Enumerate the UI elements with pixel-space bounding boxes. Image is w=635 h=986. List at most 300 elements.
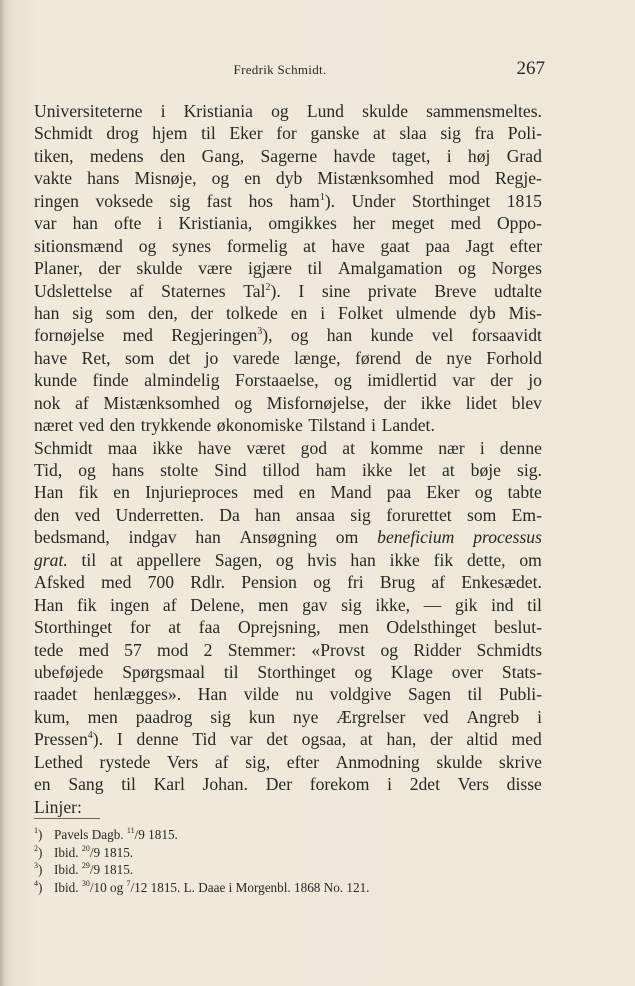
word: Storthinget — [412, 190, 491, 211]
word: kunde — [370, 325, 414, 346]
word: vilde — [243, 684, 279, 705]
text-line — [34, 324, 542, 346]
word: Kristiania, — [178, 213, 253, 234]
word: til — [467, 684, 483, 705]
word: udtalte — [494, 280, 542, 301]
word: let — [408, 460, 426, 480]
word: Mistænksomhed — [103, 392, 220, 413]
word: Injurieproces — [145, 482, 238, 503]
word: i — [446, 145, 452, 166]
word: var — [230, 729, 253, 750]
word: kunde — [34, 370, 77, 391]
footnote-mark: $^4$) — [34, 878, 43, 895]
word: ved — [74, 504, 101, 525]
word: Mis- — [508, 302, 542, 323]
text-line — [34, 481, 542, 503]
word: men — [338, 617, 369, 638]
word: at — [359, 729, 373, 750]
word: at — [303, 235, 316, 256]
footnote-3 — [34, 861, 554, 879]
word: Udslettelse — [34, 280, 113, 301]
word: Rdlr. — [190, 572, 225, 593]
word: at — [342, 437, 355, 458]
word: Schmidts — [476, 639, 542, 660]
word: hvis — [307, 549, 337, 570]
word: fra — [474, 123, 495, 144]
word: med — [78, 639, 109, 660]
word: ganske — [310, 123, 360, 144]
text-line — [34, 526, 542, 548]
word: der — [430, 729, 453, 750]
text-line — [34, 392, 542, 414]
word: af — [75, 392, 89, 413]
word: Anmodning — [335, 751, 420, 772]
word: gik — [454, 594, 478, 615]
word: i — [157, 213, 163, 234]
word: til — [201, 123, 216, 144]
word: forsaavidt — [471, 325, 542, 346]
word: finde — [92, 370, 129, 391]
word: havde — [333, 145, 376, 166]
word: ikke — [362, 460, 393, 480]
word: efter — [509, 235, 542, 256]
word: komme — [370, 437, 423, 458]
word: faa — [198, 617, 221, 638]
word: Norges — [491, 258, 542, 279]
text-line — [34, 616, 542, 638]
word: efter — [286, 751, 319, 772]
word: Delene, — [190, 594, 245, 615]
word: Amalgamation — [337, 258, 443, 279]
word: Schmidt — [34, 437, 93, 458]
text-line — [34, 661, 542, 683]
word: ofte — [114, 213, 142, 234]
word: Angreb — [466, 706, 520, 727]
word: nye — [292, 706, 319, 727]
word: den — [109, 415, 136, 436]
word: men — [87, 706, 118, 727]
word: beslut- — [494, 617, 542, 638]
word: de — [415, 347, 432, 368]
word: over — [451, 661, 484, 682]
word: fik — [433, 549, 454, 570]
word: den, — [147, 302, 178, 323]
word: kun — [248, 706, 276, 727]
word: Vers — [166, 751, 199, 772]
word: Karl — [153, 774, 185, 795]
word: og — [138, 235, 157, 256]
word: til — [527, 594, 542, 615]
word: meget — [391, 213, 435, 234]
word: Johan. — [202, 774, 248, 795]
footnote-text: Ibid. $^{29}$/9 1815. — [54, 861, 134, 878]
word: Odelsthinget — [386, 617, 477, 638]
word: Under — [351, 190, 396, 211]
text-line — [34, 369, 542, 391]
word: Spørgsmaal — [122, 661, 205, 682]
word: 2det — [409, 774, 440, 795]
footnote-2 — [34, 844, 554, 862]
word: en — [298, 482, 316, 503]
word: Tid, — [34, 460, 63, 480]
word: blev — [511, 392, 542, 413]
word: ham — [315, 460, 347, 480]
text-line — [34, 280, 542, 302]
word: ikke, — [375, 594, 411, 615]
text-line — [34, 796, 542, 818]
word: han, — [386, 729, 417, 750]
word: han — [72, 213, 98, 234]
word: tede — [34, 639, 64, 660]
text-line — [34, 145, 542, 167]
word: at — [109, 549, 123, 570]
word: ham$^1$). — [289, 190, 336, 211]
word: stolte — [160, 460, 199, 480]
word: Tid — [192, 729, 217, 750]
word: nu — [295, 684, 314, 705]
word: været — [246, 437, 286, 458]
footnotes — [34, 826, 554, 896]
word: Universiteterne — [34, 101, 143, 121]
word: der — [383, 392, 407, 413]
word: til — [223, 661, 239, 682]
word: af — [162, 594, 177, 615]
word: førend — [354, 347, 401, 368]
word: ind — [491, 594, 514, 615]
word: taget, — [391, 145, 431, 166]
word: den — [159, 145, 186, 166]
word: dyb — [275, 168, 303, 189]
word: mod — [448, 168, 480, 189]
word: tabte — [507, 482, 542, 503]
word: Schmidt — [34, 123, 93, 144]
word: og — [234, 392, 253, 413]
word: paa — [386, 482, 412, 503]
word: Sagen, — [214, 549, 263, 570]
word: private — [367, 280, 417, 301]
word: paadrog — [135, 706, 193, 727]
word: Vers — [457, 774, 489, 795]
word: ringen — [34, 190, 79, 211]
word: Misfornøjelse, — [266, 392, 369, 413]
word: Sind — [214, 460, 247, 480]
word: Enkesædet. — [461, 572, 542, 593]
word: Publi- — [498, 684, 542, 705]
word: disse — [506, 774, 542, 795]
word: og — [313, 572, 331, 593]
word: tiken, — [34, 145, 74, 166]
word: gaat — [380, 235, 410, 256]
word: sine — [321, 280, 351, 301]
word: her — [352, 213, 376, 234]
word: var — [452, 370, 475, 391]
word: og — [211, 168, 230, 189]
text-line — [34, 302, 542, 324]
word: han — [195, 527, 221, 548]
word: drog — [106, 123, 139, 144]
word: nye — [446, 347, 472, 368]
word: Mistænksomhed — [317, 168, 434, 189]
word: Han — [197, 684, 228, 705]
text-line — [34, 100, 542, 122]
word: i — [371, 415, 376, 436]
word: have — [197, 437, 232, 458]
word: og — [354, 661, 373, 682]
word: hans — [111, 460, 145, 480]
footnote-mark: $^3$) — [34, 861, 43, 878]
word: der — [490, 370, 513, 391]
word: ikke — [389, 549, 420, 570]
word: for — [129, 617, 151, 638]
text-line — [34, 167, 542, 189]
text-line — [34, 414, 542, 436]
word: længe, — [294, 347, 341, 368]
word: den — [34, 504, 60, 525]
word: han — [326, 325, 353, 346]
word: Regjeringen$^3$), — [171, 325, 273, 346]
word: imidlertid — [367, 370, 437, 391]
word: almindelig — [144, 370, 220, 391]
word: Han — [34, 594, 64, 615]
word: Lund — [306, 101, 344, 121]
word: Stemmer: — [227, 639, 297, 660]
word: altid — [466, 729, 498, 750]
word: og — [380, 639, 399, 660]
word: sig — [210, 706, 231, 727]
word: ikke — [152, 437, 183, 458]
word: dyb — [469, 302, 496, 323]
word: dette, — [466, 549, 506, 570]
word: igjære — [247, 258, 292, 279]
word: Underretten. — [115, 504, 204, 525]
text-line — [34, 639, 542, 661]
word: Oprejsning, — [237, 617, 321, 638]
word: Breve — [434, 280, 477, 301]
text-line — [34, 728, 542, 750]
word: Da — [219, 504, 240, 525]
word: Brug — [379, 572, 416, 593]
word: i — [320, 302, 326, 323]
word: hans — [87, 168, 120, 189]
word: Planer, — [34, 258, 83, 279]
word: paa — [425, 235, 450, 256]
word: med — [450, 213, 481, 234]
word: og — [474, 482, 493, 503]
word: økonomiske — [216, 415, 303, 436]
word: Grad — [506, 145, 542, 166]
word: at — [168, 617, 181, 638]
word: Sagerne — [260, 145, 318, 166]
word: det — [266, 729, 288, 750]
word: at — [372, 123, 386, 144]
body-text — [34, 100, 542, 818]
word: Linjer: — [34, 796, 82, 817]
word: sig. — [516, 460, 542, 480]
word: Sang — [68, 774, 104, 795]
word: og — [275, 549, 294, 570]
word: vakte — [34, 168, 73, 189]
word: som — [466, 504, 497, 525]
word: næret — [34, 415, 74, 436]
text-line — [34, 683, 542, 705]
word: denne — [136, 729, 179, 750]
text-line — [34, 190, 542, 212]
word: Tal$^2$). — [243, 280, 281, 301]
word: 1815 — [506, 190, 542, 211]
word: Eker — [229, 123, 263, 144]
word: fik — [78, 482, 99, 503]
word: bedsmand, — [34, 527, 110, 548]
word: nok — [34, 392, 61, 413]
word: med — [511, 729, 542, 750]
word: forekom — [309, 774, 370, 795]
word: sitionsmænd — [34, 235, 123, 256]
word: fast — [206, 190, 233, 211]
word: sig — [341, 594, 362, 615]
word: sammensmeltes. — [426, 101, 542, 121]
word: om — [519, 549, 542, 570]
word: have — [331, 235, 365, 256]
word: omgikkes — [268, 213, 337, 234]
footnote-text: Ibid. $^{20}$/9 1815. — [54, 843, 134, 860]
word: af — [431, 572, 446, 593]
text-line — [34, 459, 542, 481]
word: en — [113, 482, 130, 503]
word: forurettet — [386, 504, 452, 525]
word: processus — [473, 527, 542, 548]
text-line — [34, 706, 542, 728]
word: nær — [438, 437, 465, 458]
word: ubeføjede — [34, 661, 104, 682]
word: indgav — [128, 527, 177, 548]
word: Folket — [338, 302, 383, 323]
word: en — [290, 302, 308, 323]
word: Han — [34, 482, 64, 503]
word: Storthinget — [34, 617, 113, 638]
word: Pressen$^4$). — [34, 729, 104, 750]
text-line — [34, 235, 542, 257]
word: kum, — [34, 706, 70, 727]
word: en — [34, 774, 51, 795]
word: der — [190, 302, 214, 323]
word: der — [98, 258, 121, 279]
footnote-4 — [34, 879, 554, 897]
word: medens — [89, 145, 144, 166]
word: jo — [204, 347, 219, 368]
word: ingen — [110, 594, 150, 615]
word: ved — [423, 706, 449, 727]
word: voksede — [95, 190, 154, 211]
word: Kristiania — [183, 101, 253, 121]
word: sig — [350, 504, 371, 525]
word: høj — [467, 145, 491, 166]
word: sig, — [245, 751, 271, 772]
word: til — [121, 774, 136, 795]
word: — — [423, 594, 442, 615]
word: og — [78, 460, 96, 480]
word: denne — [499, 437, 542, 458]
word: og — [334, 370, 352, 391]
word: ved — [78, 415, 105, 436]
footnote-text: Pavels Dagb. $^{11}$/9 1815. — [54, 826, 178, 842]
word: han — [34, 302, 60, 323]
footnote-1 — [34, 826, 554, 844]
word: grat. — [34, 549, 68, 570]
word: Oppo- — [496, 213, 542, 234]
word: Eker — [426, 482, 460, 503]
word: Stats- — [501, 661, 542, 682]
word: Ansøgning — [239, 527, 317, 548]
word: tolkede — [226, 302, 278, 323]
footnote-mark: $^2$) — [34, 843, 43, 860]
word: synes — [172, 235, 212, 256]
word: 57 — [124, 639, 142, 660]
word: med — [253, 482, 284, 503]
word: Mand — [330, 482, 372, 503]
word: Staternes — [161, 280, 226, 301]
word: Der — [265, 774, 293, 795]
footnote-text: Ibid. $^{30}$/10 og $^7$/12 1815. L. Daae i Morgenbl. 1868 No. 121. — [54, 878, 370, 895]
text-line — [34, 504, 542, 526]
word: i — [387, 774, 392, 795]
text-line — [34, 122, 542, 144]
word: 2 — [203, 639, 213, 660]
word: I — [116, 729, 123, 750]
word: Klage — [390, 661, 433, 682]
word: mod — [157, 639, 189, 660]
word: at — [441, 460, 455, 480]
word: Ærgrelser — [336, 706, 406, 727]
word: formelig — [226, 235, 288, 256]
word: og — [458, 258, 476, 279]
word: i — [160, 101, 166, 121]
word: skrive — [498, 751, 542, 772]
word: men — [258, 594, 289, 615]
word: raadet — [34, 684, 77, 705]
word: det — [168, 347, 191, 368]
word: med — [122, 325, 153, 346]
text-line — [34, 437, 542, 459]
word: skulde — [436, 751, 483, 772]
word: være — [198, 258, 233, 279]
word: vel — [431, 325, 454, 346]
word: fornøjelse — [34, 325, 105, 346]
text-line — [34, 257, 542, 279]
page-gutter-edge — [0, 0, 6, 986]
word: Jagt — [465, 235, 495, 256]
word: Storthinget — [257, 661, 336, 682]
word: Regje- — [495, 168, 542, 189]
word: voldgive — [329, 684, 392, 705]
word: som — [105, 302, 136, 323]
text-line — [34, 751, 542, 773]
word: Gang, — [201, 145, 245, 166]
word: Ret, — [81, 347, 111, 368]
word: af — [129, 280, 144, 301]
footnote-mark: $^1$) — [34, 826, 43, 842]
word: appellere — [136, 549, 201, 570]
word: for — [276, 123, 297, 144]
word: Forstaaelse, — [235, 370, 319, 391]
text-line — [34, 549, 542, 571]
word: en — [244, 168, 261, 189]
word: var — [34, 213, 57, 234]
word: ikke — [420, 392, 452, 413]
word: slaa — [399, 123, 427, 144]
word: fik — [76, 594, 97, 615]
word: have — [34, 347, 68, 368]
word: han — [350, 549, 376, 570]
